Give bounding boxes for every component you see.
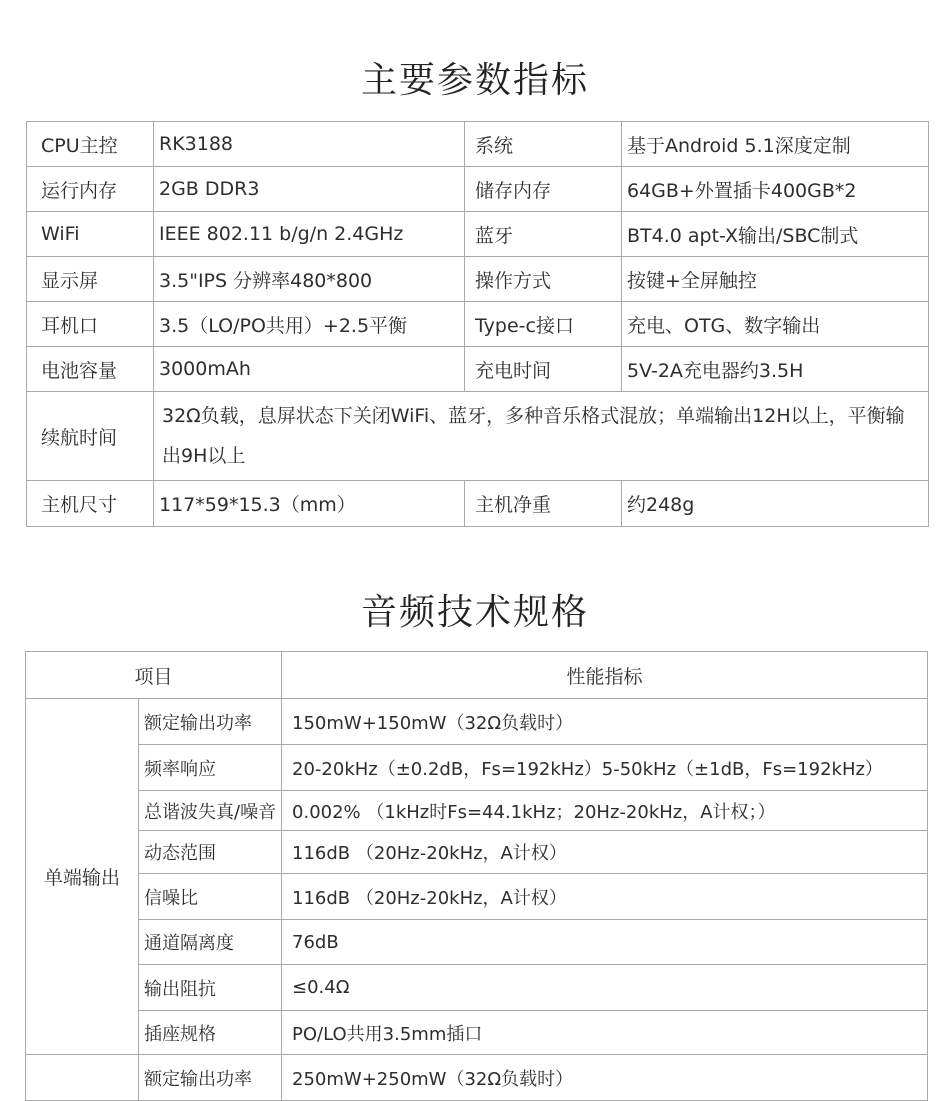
audio-value: 20-20kHz（±0.2dB，Fs=192kHz）5-50kHz（±1dB，Fs=192kHz） [282,745,928,791]
audio-row [26,699,928,745]
spec-label: 耳机口 [27,302,154,347]
spec-row [27,122,929,167]
audio-value: ≤0.4Ω [282,965,928,1011]
audio-item: 额定输出功率 [139,699,282,745]
audio-row [26,874,928,920]
spec-value: 117*59*15.3（mm） [154,481,465,527]
spec-value: RK3188 [154,122,465,167]
audio-value: 0.002% （1kHz时Fs=44.1kHz；20Hz-20kHz，A计权；） [282,791,928,831]
audio-section-title: 音频技术规格 [360,592,589,633]
spec-value: 3.5"IPS 分辨率480*800 [154,257,465,302]
audio-item: 信噪比 [139,874,282,920]
audio-item: 额定输出功率 [139,1055,282,1101]
audio-row [26,1011,928,1055]
spec-value: IEEE 802.11 b/g/n 2.4GHz [154,212,465,257]
spec-label: 显示屏 [27,257,154,302]
endurance-value: 32Ω负载，息屏状态下关闭WiFi、蓝牙，多种音乐格式混放；单端输出12H以上，平衡输出9H以上 [154,392,929,481]
spec-label: 系统 [465,122,622,167]
spec-label: 蓝牙 [465,212,622,257]
endurance-label: 续航时间 [27,392,154,481]
audio-row [26,791,928,831]
spec-row [27,347,929,392]
spec-table [26,121,929,527]
spec-value: 5V-2A充电器约3.5H [622,347,929,392]
spec-value: BT4.0 apt-X输出/SBC制式 [622,212,929,257]
spec-label: Type-c接口 [465,302,622,347]
spec-value: 2GB DDR3 [154,167,465,212]
spec-label: 储存内存 [465,167,622,212]
audio-spec-table [25,651,928,1101]
audio-row [26,831,928,874]
spec-label: 主机尺寸 [27,481,154,527]
header-item: 项目 [26,652,282,699]
header-spec: 性能指标 [282,652,928,699]
spec-label: 运行内存 [27,167,154,212]
audio-row [26,920,928,965]
audio-item: 频率响应 [139,745,282,791]
audio-item: 插座规格 [139,1011,282,1055]
audio-value: PO/LO共用3.5mm插口 [282,1011,928,1055]
audio-row [26,965,928,1011]
spec-value: 约248g [622,481,929,527]
spec-section-title: 主要参数指标 [360,60,589,101]
group-label [26,1055,139,1101]
audio-table-header [26,652,928,699]
spec-label: 电池容量 [27,347,154,392]
audio-item: 总谐波失真/噪音 [139,791,282,831]
spec-row [27,302,929,347]
audio-value: 116dB （20Hz-20kHz，A计权） [282,831,928,874]
audio-item: 输出阻抗 [139,965,282,1011]
spec-row [27,481,929,527]
group-label: 单端输出 [26,699,139,1055]
spec-label: 主机净重 [465,481,622,527]
spec-label: CPU主控 [27,122,154,167]
spec-row [27,257,929,302]
audio-row [26,1055,928,1101]
audio-item: 通道隔离度 [139,920,282,965]
spec-value: 64GB+外置插卡400GB*2 [622,167,929,212]
spec-value: 充电、OTG、数字输出 [622,302,929,347]
spec-row [27,167,929,212]
spec-label: 操作方式 [465,257,622,302]
spec-value: 3.5（LO/PO共用）+2.5平衡 [154,302,465,347]
audio-item: 动态范围 [139,831,282,874]
audio-value: 116dB （20Hz-20kHz，A计权） [282,874,928,920]
spec-row-endurance [27,392,929,481]
spec-row [27,212,929,257]
spec-value: 基于Android 5.1深度定制 [622,122,929,167]
audio-value: 150mW+150mW（32Ω负载时） [282,699,928,745]
spec-value: 3000mAh [154,347,465,392]
spec-label: WiFi [27,212,154,257]
spec-value: 按键+全屏触控 [622,257,929,302]
audio-value: 76dB [282,920,928,965]
audio-row [26,745,928,791]
audio-value: 250mW+250mW（32Ω负载时） [282,1055,928,1101]
spec-label: 充电时间 [465,347,622,392]
